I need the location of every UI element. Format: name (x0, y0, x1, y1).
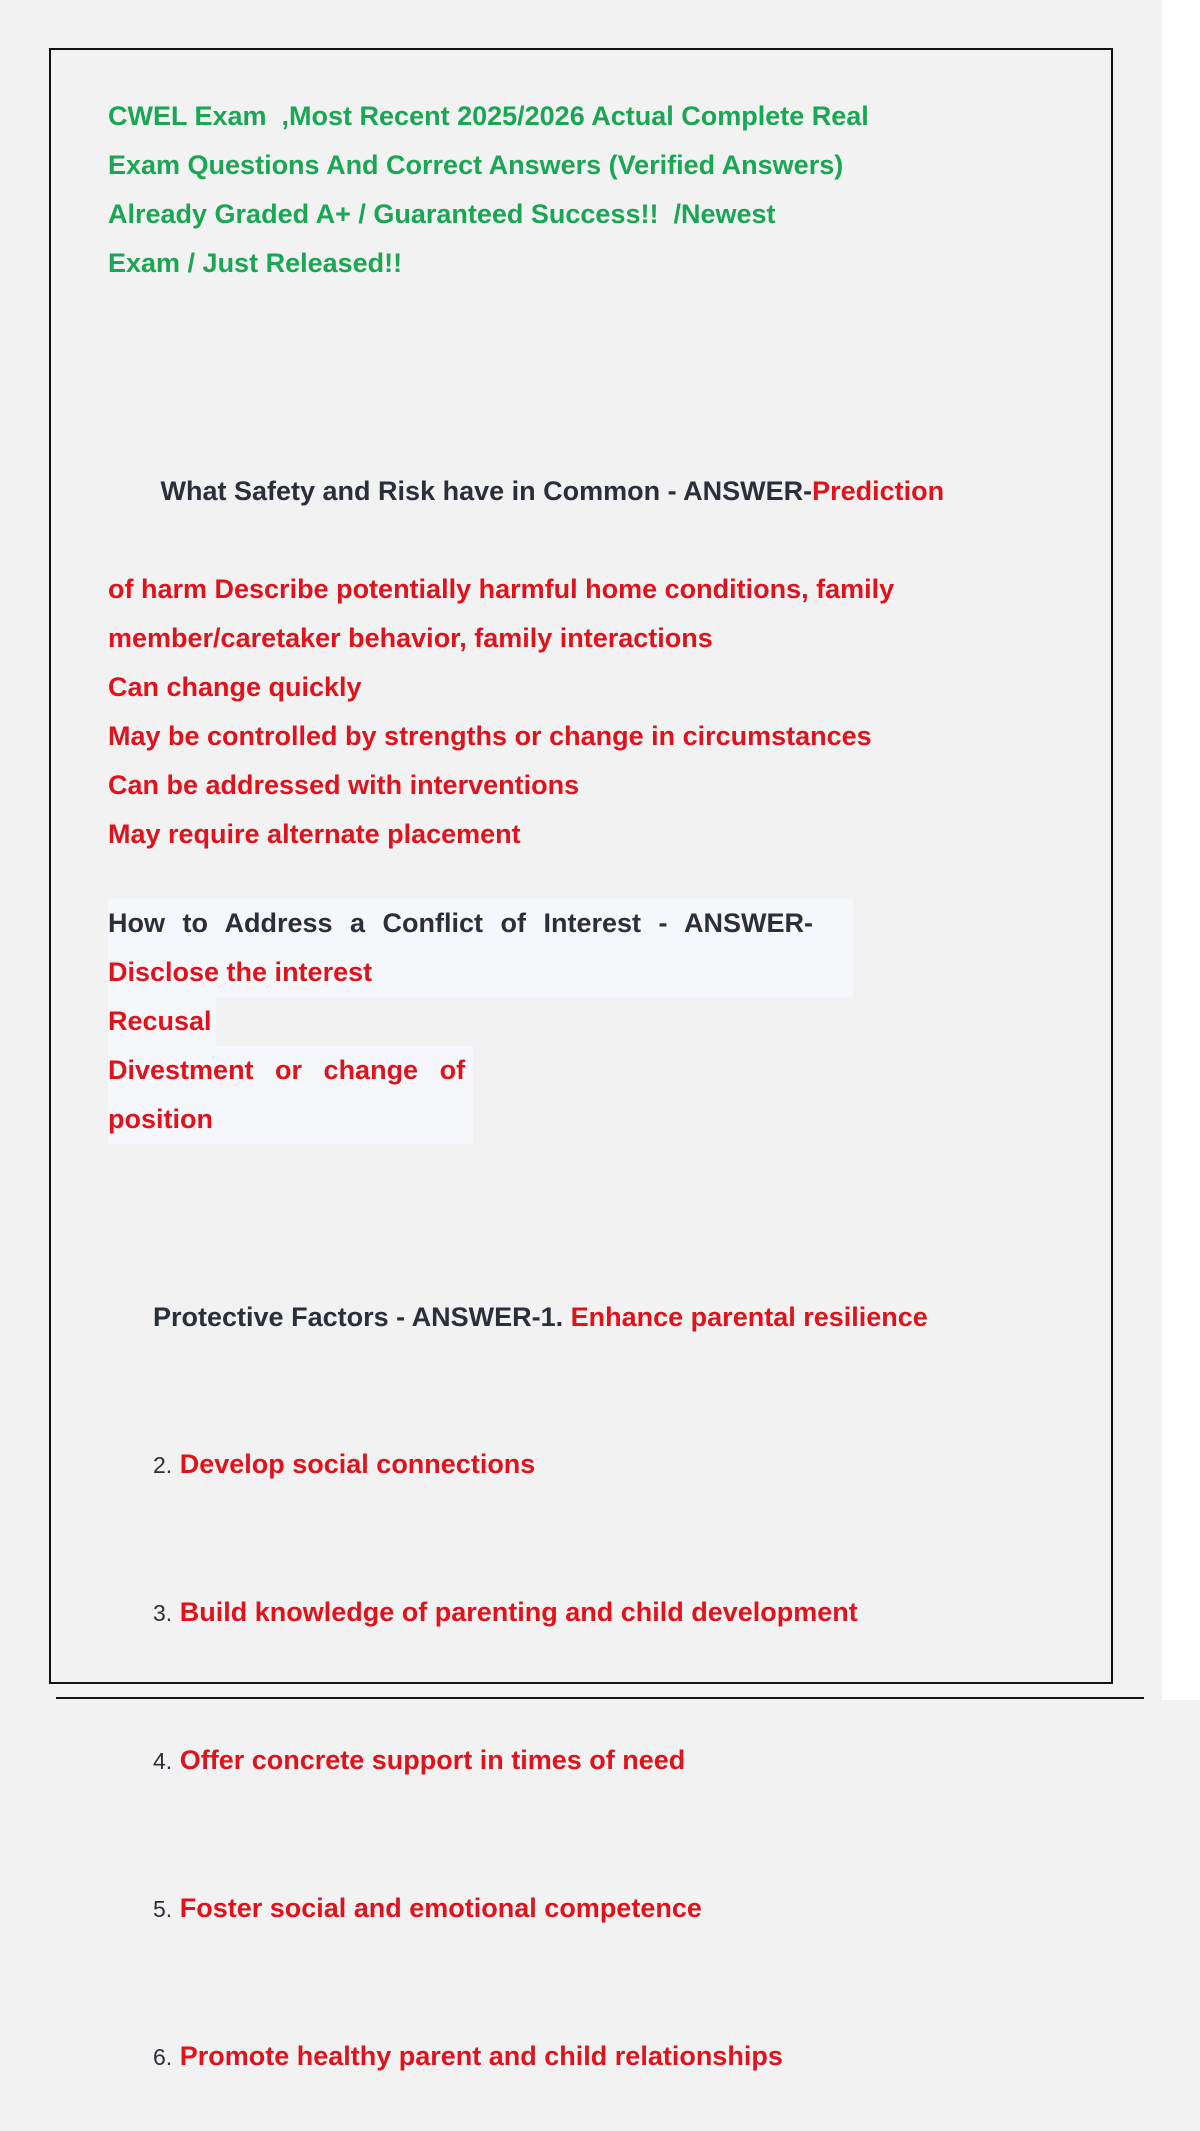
answer-line: May be controlled by strengths or change in circumstances (108, 721, 872, 751)
list-item (108, 1835, 1008, 1983)
answer-line: of harm Describe potentially harmful home conditions, family (108, 574, 895, 604)
list-number: 3. (153, 1600, 173, 1626)
title-line: Already Graded A+ / Guaranteed Success!! /Newest (108, 199, 776, 229)
answer-text: Prediction (812, 476, 945, 506)
list-item (108, 1983, 1008, 2131)
list-number: 6. (153, 2044, 173, 2070)
answer-line: Divestment or change of (108, 1046, 473, 1095)
title-line: CWEL Exam ,Most Recent 2025/2026 Actual Complete Real (108, 101, 869, 131)
qa-conflict-of-interest (108, 899, 1008, 1144)
qa-safety-risk (108, 418, 1008, 859)
list-item-text: Offer concrete support in times of need (179, 1745, 686, 1775)
page-margin-strip (1162, 0, 1200, 1700)
answer-line: Can be addressed with interventions (108, 770, 580, 800)
list-item-text: Foster social and emotional competence (179, 1893, 702, 1923)
question-text: Protective Factors - ANSWER- (153, 1302, 541, 1332)
list-number: 1. (540, 1302, 564, 1332)
list-number: 5. (153, 1896, 173, 1922)
list-item (108, 1687, 1008, 1835)
answer-line: member/caretaker behavior, family interactions (108, 623, 713, 653)
document-content (108, 92, 1008, 2131)
list-item (108, 1539, 1008, 1687)
list-item-text: Build knowledge of parenting and child development (179, 1597, 858, 1627)
list-number: 2. (153, 1452, 173, 1478)
list-item (108, 1391, 1008, 1539)
list-item-text: Develop social connections (179, 1449, 536, 1479)
answer-line: May require alternate placement (108, 819, 521, 849)
answer-line: Recusal (108, 997, 216, 1046)
question-text: What Safety and Risk have in Common - ANSWER- (153, 476, 813, 506)
list-item-text: Promote healthy parent and child relationships (179, 2041, 783, 2071)
answer-line: position (108, 1095, 473, 1144)
answer-line: Can change quickly (108, 672, 362, 702)
question-text: How to Address a Conflict of Interest - ANSWER- (108, 899, 853, 948)
list-item-text: Enhance parental resilience (570, 1302, 928, 1332)
title-line: Exam Questions And Correct Answers (Verified Answers) (108, 150, 844, 180)
title-line: Exam / Just Released!! (108, 248, 403, 278)
qa-protective-factors (108, 1244, 1008, 2131)
answer-line: Disclose the interest (108, 948, 853, 997)
document-title (108, 92, 1008, 288)
list-number: 4. (153, 1748, 173, 1774)
